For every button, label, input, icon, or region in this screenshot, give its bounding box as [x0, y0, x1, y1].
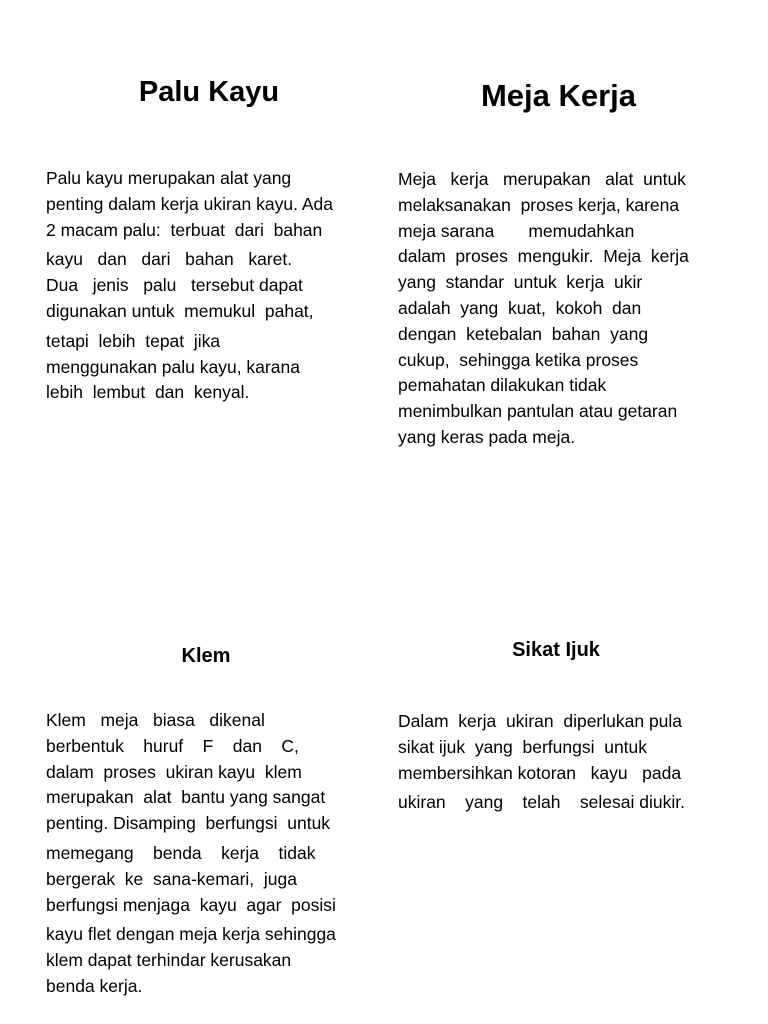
text-line-content: lebih lembut dan kenyal. — [46, 382, 250, 403]
section-meja-kerja — [398, 76, 719, 456]
text-line — [398, 761, 714, 787]
text-line — [46, 273, 366, 299]
text-line-content: berfungsi menjaga kayu agar posisi — [46, 894, 336, 915]
text-line — [46, 948, 366, 974]
section-title: Sikat Ijuk — [512, 639, 600, 661]
section-body — [46, 708, 366, 1000]
section-body — [46, 166, 366, 406]
text-line-content: benda kerja. — [46, 975, 143, 996]
text-line — [398, 348, 719, 374]
text-line-content: Klem meja biasa dikenal — [46, 710, 265, 730]
section-palu-kayu — [46, 76, 366, 416]
text-line — [398, 322, 719, 348]
text-line-content: yang keras pada meja. — [398, 426, 576, 447]
text-line — [398, 296, 719, 322]
text-line — [398, 425, 719, 451]
text-line — [46, 380, 366, 406]
section-title: Klem — [181, 645, 231, 667]
text-line — [46, 708, 366, 734]
text-line-content: Meja kerja merupakan alat untuk — [398, 169, 686, 189]
text-line-content: cukup, sehingga ketika proses — [398, 349, 639, 370]
text-line — [46, 760, 366, 786]
text-line-content: memegang benda kerja tidak — [46, 842, 316, 863]
text-line-content: menimbulkan pantulan atau getaran — [398, 401, 678, 422]
text-line-content: pemahatan dilakukan tidak — [398, 375, 607, 396]
text-line — [398, 193, 719, 219]
text-line — [46, 192, 366, 218]
text-line — [398, 219, 719, 245]
text-line-content: kayu flet dengan meja kerja sehingga — [46, 924, 336, 945]
text-line — [46, 329, 366, 355]
text-line — [398, 735, 714, 761]
text-line-content: meja sarana memudahkan — [398, 220, 635, 241]
text-line — [46, 811, 366, 837]
text-line-content: menggunakan palu kayu, karana — [46, 356, 300, 377]
text-line-content: 2 macam palu: terbuat dari bahan — [46, 219, 323, 240]
section-body — [398, 167, 719, 451]
text-line-content: bergerak ke sana-kemari, juga — [46, 868, 297, 889]
text-line — [398, 709, 714, 735]
text-line — [46, 893, 366, 919]
text-line — [398, 373, 719, 399]
text-line-content: berbentuk huruf F dan C, — [46, 735, 299, 756]
text-line-content: digunakan untuk memukul pahat, — [46, 300, 314, 321]
text-line-content: klem dapat terhindar kerusakan — [46, 950, 292, 971]
text-line — [46, 734, 366, 760]
text-line — [46, 785, 366, 811]
text-line-content: Dua jenis palu tersebut dapat — [46, 275, 303, 296]
text-line-content: Dalam kerja ukiran diperlukan pula — [398, 711, 683, 731]
text-line — [398, 790, 714, 816]
text-line — [46, 922, 366, 948]
text-line-content: tetapi lebih tepat jika — [46, 330, 221, 351]
text-line — [46, 218, 366, 244]
section-sikat-ijuk — [398, 639, 714, 839]
text-line-content: penting. Disamping berfungsi untuk — [46, 813, 331, 834]
text-line — [398, 270, 719, 296]
text-line-content: kayu dan dari bahan karet. — [46, 249, 293, 270]
section-title: Meja Kerja — [480, 78, 637, 113]
text-line-content: adalah yang kuat, kokoh dan — [398, 297, 642, 318]
text-line — [398, 167, 719, 193]
text-line — [46, 841, 366, 867]
text-line-content: melaksanakan proses kerja, karena — [398, 194, 680, 215]
text-line-content: dalam proses mengukir. Meja kerja — [398, 246, 689, 267]
text-line-content: membersihkan kotoran kayu pada — [398, 762, 682, 783]
text-line-content: yang standar untuk kerja ukir — [398, 272, 643, 293]
text-line-content: ukiran yang telah selesai diukir. — [398, 792, 685, 813]
text-line — [46, 247, 366, 273]
text-line-content: dalam proses ukiran kayu klem — [46, 761, 302, 782]
text-line — [398, 244, 719, 270]
text-line-content: sikat ijuk yang berfungsi untuk — [398, 736, 648, 757]
text-line — [46, 299, 366, 325]
section-body — [398, 709, 714, 816]
section-klem — [46, 645, 366, 1015]
text-line — [398, 399, 719, 425]
text-line-content: Palu kayu merupakan alat yang — [46, 168, 292, 188]
section-title: Palu Kayu — [138, 76, 280, 108]
text-line-content: dengan ketebalan bahan yang — [398, 323, 649, 344]
text-line — [46, 974, 366, 1000]
text-line — [46, 355, 366, 381]
text-line — [46, 867, 366, 893]
text-line-content: merupakan alat bantu yang sangat — [46, 787, 326, 808]
text-line-content: penting dalam kerja ukiran kayu. Ada — [46, 193, 333, 214]
text-line — [46, 166, 366, 192]
